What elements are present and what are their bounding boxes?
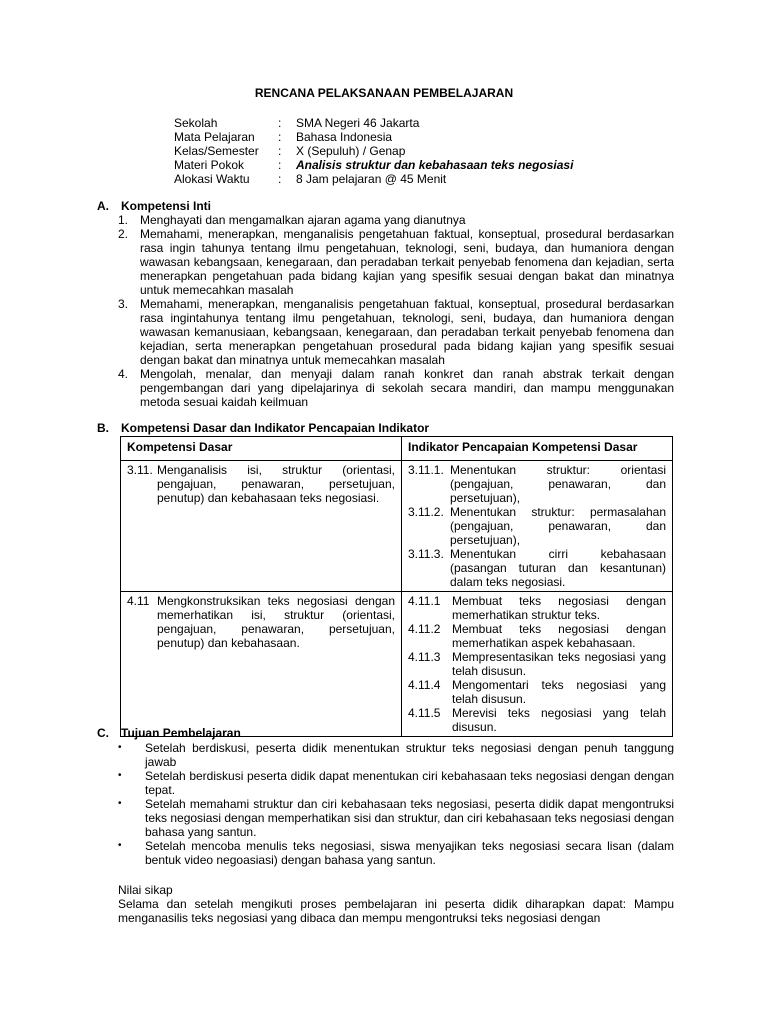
- meta-label: Sekolah: [174, 116, 218, 130]
- table-row: [121, 592, 673, 737]
- meta-row: [174, 144, 573, 158]
- meta-value: Bahasa Indonesia: [296, 130, 393, 144]
- indicator-code: 3.11.3.: [408, 547, 444, 561]
- section-c-heading: [97, 726, 241, 740]
- meta-colon: :: [278, 172, 282, 186]
- indicator-text: Menentukan struktur: permasalahan (pengajuan, penawaran, dan persetujuan),: [450, 505, 666, 547]
- list-number: 3.: [118, 297, 129, 311]
- meta-row: [174, 116, 573, 130]
- indicator-entry: [408, 706, 666, 734]
- bullet-item: [118, 769, 674, 797]
- kd-cell: [121, 592, 402, 737]
- indicator-code: 4.11.2: [408, 622, 441, 636]
- list-item: [118, 297, 674, 367]
- indicator-code: 3.11.1.: [408, 463, 444, 477]
- bullet-icon: •: [118, 742, 122, 753]
- meta-row: [174, 130, 573, 144]
- bullet-icon: •: [118, 840, 122, 851]
- meta-row: [174, 172, 573, 186]
- list-number: 2.: [118, 227, 129, 241]
- bullet-item: [118, 797, 674, 839]
- indicator-code: 4.11.3: [408, 650, 441, 664]
- kd-code: 3.11.: [127, 463, 153, 477]
- meta-label: Materi Pokok: [174, 158, 245, 172]
- list-item: [118, 227, 674, 297]
- table-header-row: [121, 437, 673, 461]
- meta-colon: :: [278, 130, 282, 144]
- section-b-heading: [97, 421, 429, 435]
- bullet-item: [118, 839, 674, 867]
- meta-value: X (Sepuluh) / Genap: [296, 144, 406, 158]
- section-title: Kompetensi Inti: [121, 199, 212, 213]
- list-number: 4.: [118, 367, 129, 381]
- bullet-icon: •: [118, 798, 122, 809]
- kd-entry: [127, 594, 395, 650]
- section-a-heading: [97, 199, 211, 213]
- header-indikator: Indikator Pencapaian Kompetensi Dasar: [402, 437, 673, 461]
- bullet-icon: •: [118, 770, 122, 781]
- indicator-text: Menentukan cirri kebahasaan (pasangan tuturan dan kesantunan) dalam teks negosiasi.: [450, 547, 666, 589]
- indicator-cell: [402, 461, 673, 592]
- indicator-entry: [408, 622, 666, 650]
- kd-text: Menganalisis isi, struktur (orientasi, pengajuan, penawaran, persetujuan, penutup) dan kebahasaan teks negosiasi.: [157, 463, 395, 505]
- list-text: Menghayati dan mengamalkan ajaran agama yang dianutnya: [140, 213, 466, 227]
- indicator-entry: [408, 678, 666, 706]
- section-title: Kompetensi Dasar dan Indikator Pencapaian Indikator: [121, 421, 430, 435]
- meta-label: Alokasi Waktu: [174, 172, 250, 186]
- kompetensi-inti-list: [118, 213, 674, 409]
- meta-value: SMA Negeri 46 Jakarta: [296, 116, 420, 130]
- indicator-entry: [408, 547, 666, 589]
- table-row: [121, 461, 673, 592]
- section-title: Tujuan Pembelajaran: [121, 726, 241, 740]
- meta-label: Mata Pelajaran: [174, 130, 255, 144]
- list-text: Mengolah, menalar, dan menyaji dalam ranah konkret dan ranah abstrak terkait dengan pengembangan dari yang dipelajarinya di sekolah secara mandiri, dan mampu menggunakan metoda sesuai kaidah keilmuan: [140, 367, 674, 409]
- meta-value: 8 Jam pelajaran @ 45 Menit: [296, 172, 447, 186]
- kd-code: 4.11: [127, 594, 150, 608]
- indicator-entry: [408, 650, 666, 678]
- indicator-entry: [408, 594, 666, 622]
- section-letter: B.: [97, 421, 109, 435]
- meta-row: [174, 158, 573, 172]
- kd-text: Mengkonstruksikan teks negosiasi dengan memerhatikan isi, struktur (orientasi, pengajuan, penawaran, persetujuan, penutup) dan kebahasaan.: [157, 594, 395, 650]
- nilai-sikap-heading: Nilai sikap: [118, 883, 173, 897]
- section-letter: C.: [97, 726, 109, 740]
- page-title: RENCANA PELAKSANAAN PEMBELAJARAN: [254, 86, 514, 100]
- indicator-code: 4.11.5: [408, 706, 441, 720]
- bullet-text: Setelah berdiskusi, peserta didik menentukan struktur teks negosiasi dengan penuh tanggung jawab: [145, 741, 674, 769]
- indicator-text: Menentukan struktur: orientasi (pengajuan, penawaran, dan persetujuan),: [450, 463, 666, 505]
- indicator-code: 4.11.4: [408, 678, 441, 692]
- kd-cell: [121, 461, 402, 592]
- indicator-text: Membuat teks negosiasi dengan memerhatikan aspek kebahasaan.: [452, 622, 666, 650]
- section-letter: A.: [97, 199, 109, 213]
- indicator-text: Merevisi teks negosiasi yang telah disusun.: [452, 706, 666, 734]
- tujuan-list: [118, 741, 674, 867]
- meta-value: Analisis struktur dan kebahasaan teks negosiasi: [296, 158, 574, 172]
- list-item: [118, 367, 674, 409]
- kd-indicator-table: [120, 436, 673, 737]
- meta-label: Kelas/Semester: [174, 144, 259, 158]
- bullet-item: [118, 741, 674, 769]
- kd-entry: [127, 463, 395, 505]
- indicator-text: Mengomentari teks negosiasi yang telah disusun.: [452, 678, 666, 706]
- indicator-code: 4.11.1: [408, 594, 441, 608]
- list-number: 1.: [118, 213, 129, 227]
- bullet-text: Setelah berdiskusi peserta didik dapat menentukan ciri kebahasaan teks negosiasi dengan dengan tepat.: [145, 769, 674, 797]
- bullet-text: Setelah memahami struktur dan ciri kebahasaan teks negosiasi, peserta didik dapat mengontruksi teks negosiasi dengan memperhatikan sisi dan struktur, dan ciri kebahasaan teks negosiasi dengan bahasa yang santun.: [145, 797, 674, 839]
- meta-colon: :: [278, 158, 282, 172]
- nilai-sikap-text: Selama dan setelah mengikuti proses pembelajaran ini peserta didik diharapkan dapat: Mampu menganasilis teks negosiasi yang dibaca dan mempu mengontruksi teks negosiasi dengan: [118, 897, 674, 925]
- list-item: [118, 213, 674, 227]
- identity-block: [174, 116, 573, 186]
- indicator-code: 3.11.2.: [408, 505, 444, 519]
- meta-colon: :: [278, 144, 282, 158]
- header-kompetensi-dasar: Kompetensi Dasar: [121, 437, 402, 461]
- indicator-text: Mempresentasikan teks negosiasi yang telah disusun.: [452, 650, 666, 678]
- indicator-entry: [408, 463, 666, 505]
- meta-colon: :: [278, 116, 282, 130]
- bullet-text: Setelah mencoba menulis teks negosiasi, siswa menyajikan teks negosiasi secara lisan (dalam bentuk video negoasiasi) dengan bahasa yang santun.: [145, 839, 674, 867]
- indicator-text: Membuat teks negosiasi dengan memerhatikan struktur teks.: [452, 594, 666, 622]
- list-text: Memahami, menerapkan, menganalisis pengetahuan faktual, konseptual, prosedural berdasarkan rasa ingin tahunya tentang ilmu pengetahuan, teknologi, seni, budaya, dan humaniora dengan wawasan kebangsaan, kenegaraan, dan peradaban terkait penyebab fenomena dan kejadian, serta menerapkan pengetahuan pada bidang kajian yang spesifik sesuai dengan bakat dan minatnya untuk memecahkan masalah: [140, 227, 674, 297]
- list-text: Memahami, menerapkan, menganalisis pengetahuan faktual, konseptual, prosedural berdasarkan rasa ingintahunya tentang ilmu pengetahuan, teknologi, seni, budaya, dan humaniora dengan wawasan kemanusiaan, kebangsaan, kenegaraan, dan peradaban terkait penyebab fenomena dan kejadian, serta menerapkan pengetahuan prosedural pada bidang kajian yang spesifik sesuai dengan bakat dan minatnya untuk memecahkan masalah: [140, 297, 674, 367]
- indicator-entry: [408, 505, 666, 547]
- indicator-cell: [402, 592, 673, 737]
